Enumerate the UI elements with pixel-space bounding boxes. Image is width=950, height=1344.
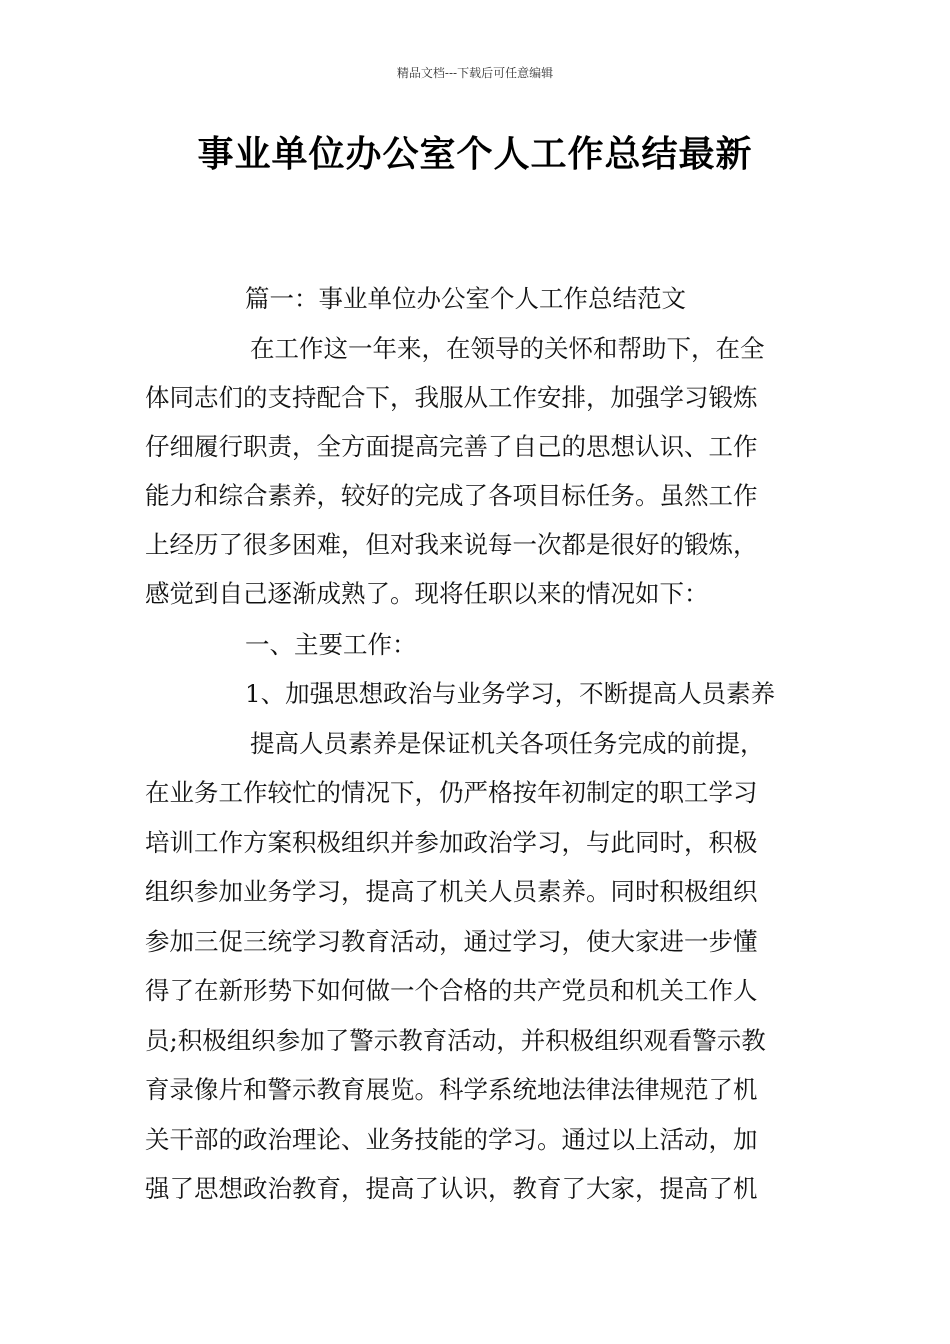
section-heading: 篇一：事业单位办公室个人工作总结范文 bbox=[245, 284, 686, 313]
paragraph-line: 组织参加业务学习，提高了机关人员素养。同时积极组织 bbox=[145, 877, 758, 906]
paragraph-line: 能力和综合素养，较好的完成了各项目标任务。虽然工作 bbox=[145, 481, 758, 510]
paragraph-line: 强了思想政治教育，提高了认识，教育了大家，提高了机 bbox=[145, 1174, 758, 1203]
paragraph-line: 参加三促三统学习教育活动，通过学习，使大家进一步懂 bbox=[145, 927, 758, 956]
paragraph-line: 仔细履行职责，全方面提高完善了自己的思想认识、工作 bbox=[145, 432, 758, 461]
header-note: 精品文档---下载后可任意编辑 bbox=[396, 66, 554, 80]
paragraph-line: 得了在新形势下如何做一个合格的共产党员和机关工作人 bbox=[145, 976, 758, 1005]
document-title: 事业单位办公室个人工作总结最新 bbox=[197, 134, 753, 175]
paragraph-line: 提高人员素养是保证机关各项任务完成的前提， bbox=[250, 729, 765, 758]
subsection-heading: 一、主要工作： bbox=[245, 630, 417, 659]
paragraph-line: 培训工作方案积极组织并参加政治学习，与此同时，积极 bbox=[145, 828, 758, 857]
paragraph-line: 员;积极组织参加了警示教育活动，并积极组织观看警示教 bbox=[145, 1026, 766, 1055]
paragraph-line: 在工作这一年来，在领导的关怀和帮助下，在全 bbox=[250, 334, 765, 363]
paragraph-line: 体同志们的支持配合下，我服从工作安排，加强学习锻炼 bbox=[145, 383, 758, 412]
paragraph-line: 在业务工作较忙的情况下，仍严格按年初制定的职工学习 bbox=[145, 778, 758, 807]
subsection-heading: 1、加强思想政治与业务学习，不断提高人员素养 bbox=[245, 679, 776, 708]
paragraph-line: 感觉到自己逐渐成熟了。现将任职以来的情况如下： bbox=[145, 579, 709, 608]
paragraph-line: 上经历了很多困难，但对我来说每一次都是很好的锻炼， bbox=[145, 530, 758, 559]
paragraph-line: 关干部的政治理论、业务技能的学习。通过以上活动，加 bbox=[145, 1125, 758, 1154]
paragraph-line: 育录像片和警示教育展览。科学系统地法律法律规范了机 bbox=[145, 1075, 758, 1104]
